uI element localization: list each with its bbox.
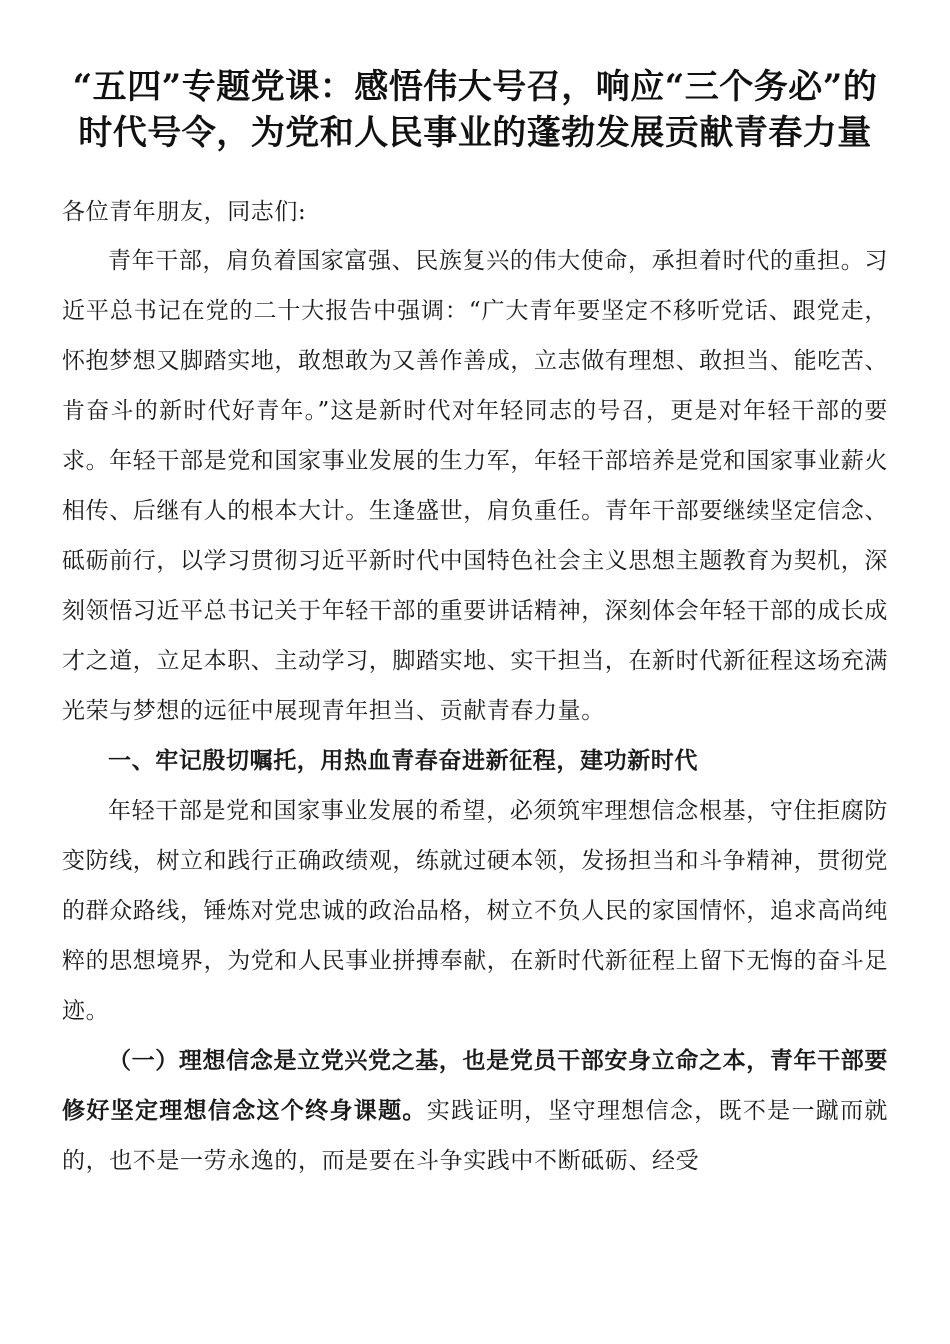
greeting: 各位青年朋友，同志们: — [62, 199, 307, 225]
intro-paragraph: 青年干部，肩负着国家富强、民族复兴的伟大使命，承担着时代的重担。习近平总书记在党的二十大报告中强调：“广大青年要坚定不移听党话、跟党走，怀抱梦想又脚踏实地，敢想敢为又善作善成，立志做有理想、敢担当、能吃苦、肯奋斗的新时代好青年。”这是新时代对年轻同志的号召，更是对年轻干部的要求。年轻干部是党和国家事业发展的生力军，年轻干部培养是党和国家事业薪火相传、后继有人的根本大计。生逢盛世，肩负重任。青年干部要继续坚定信念、砥砺前行，以学习贯彻习近平新时代中国特色社会主义思想主题教育为契机，深刻领悟习近平总书记关于年轻干部的重要讲话精神，深刻体会年轻干部的成长成才之道，立足本职、主动学习，脚踏实地、实干担当，在新时代新征程这场充满光荣与梦想的远征中展现青年担当、贡献青春力量。 — [62, 248, 888, 724]
section-1-heading: 一、牢记殷切嘱托，用热血青春奋进新征程，建功新时代 — [108, 747, 698, 774]
document-title: “五四”专题党课：感悟伟大号召，响应“三个务必”的时代号令，为党和人民事业的蓬勃发展贡献青春力量 — [72, 67, 878, 153]
document-body — [62, 195, 888, 1186]
subsection-1-lead: （一）理想信念是立党兴党之基，也是党员干部安身立命之本，青年干部要修好坚定理想信念这个终身课题。 — [62, 1047, 888, 1124]
subsection-1-body: 实践证明，坚守理想信念，既不是一蹴而就的，也不是一劳永逸的，而是要在斗争实践中不断砥砺、经受 — [62, 1098, 889, 1174]
section-1-paragraph: 年轻干部是党和国家事业发展的希望，必须筑牢理想信念根基，守住拒腐防变防线，树立和践行正确政绩观，练就过硬本领，发扬担当和斗争精神，贯彻党的群众路线，锤炼对党忠诚的政治品格，树立不负人民的家国情怀，追求高尚纯粹的思想境界，为党和人民事业拼搏奉献，在新时代新征程上留下无悔的奋斗足迹。 — [62, 798, 888, 1024]
subsection-1-paragraph — [62, 1036, 888, 1186]
